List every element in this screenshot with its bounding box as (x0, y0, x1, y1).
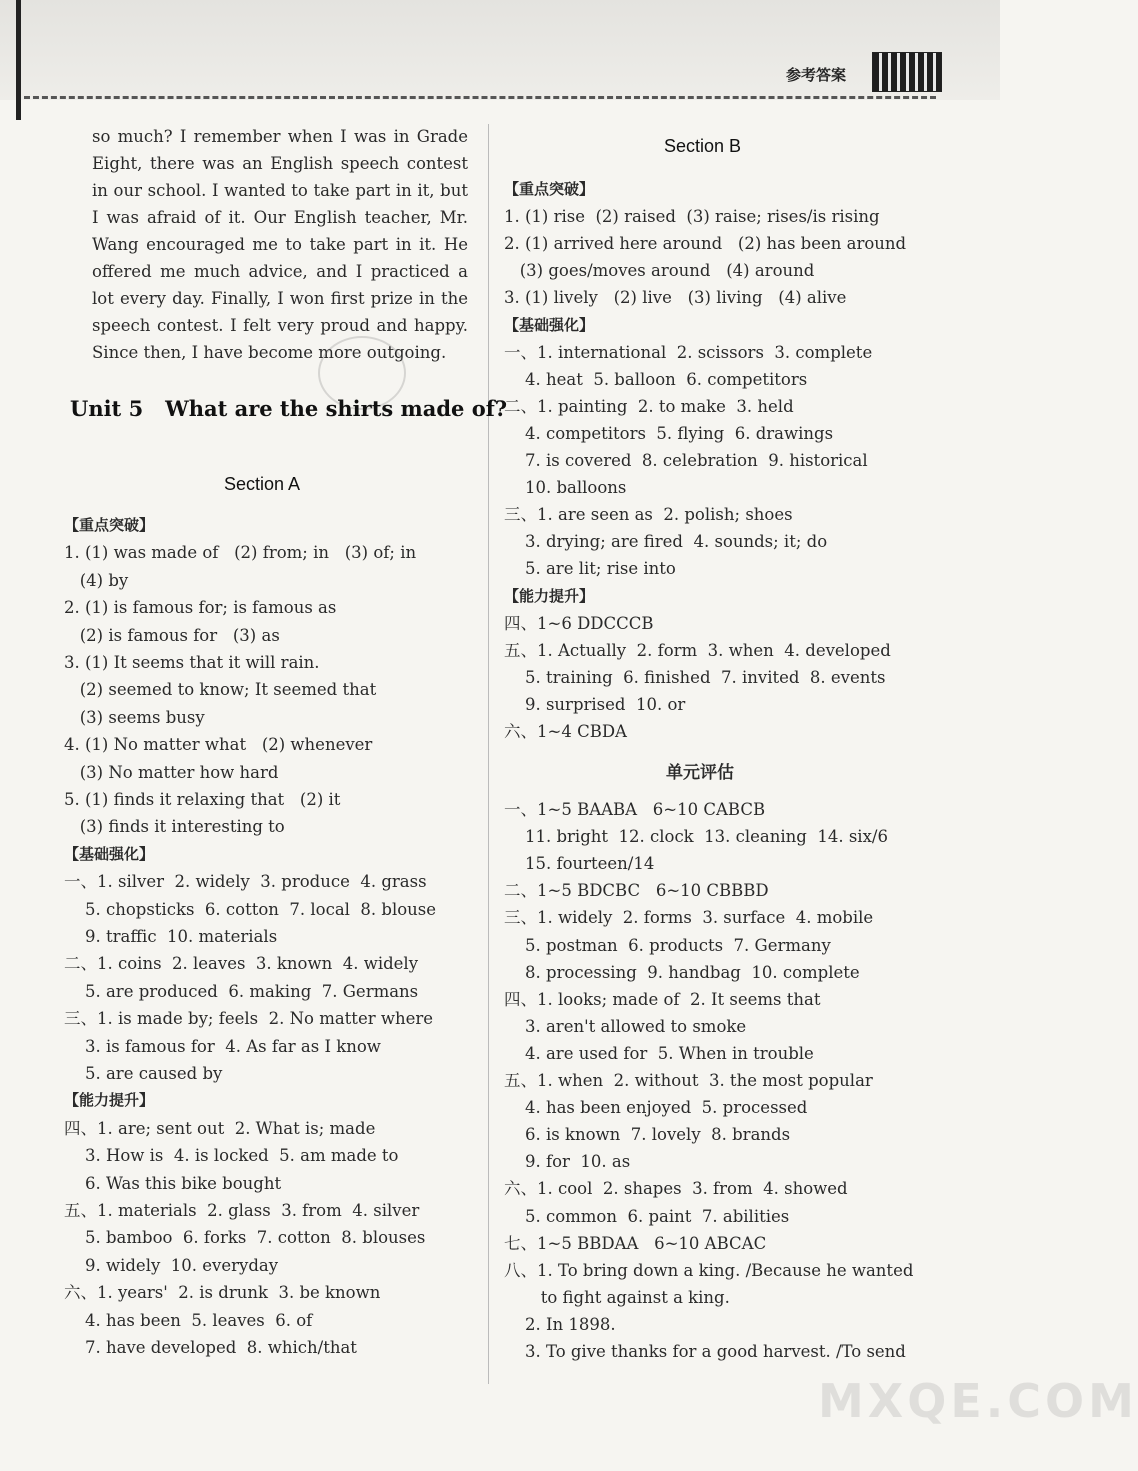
answer-line: 二、1. coins 2. leaves 3. known 4. widely (64, 954, 419, 974)
answer-line: 七、1~5 BBDAA 6~10 ABCAC (504, 1233, 767, 1253)
answer-line: 8. processing 9. handbag 10. complete (504, 962, 860, 982)
answer-line: 15. fourteen/14 (504, 854, 655, 874)
answer-line: 六、1~4 CBDA (504, 722, 627, 741)
answer-line: 4. (1) No matter what (2) whenever (64, 735, 373, 755)
section-subheading: 【能力提升】 (64, 1091, 155, 1110)
answer-line: 9. for 10. as (504, 1152, 631, 1172)
answer-line: 9. surprised 10. or (504, 694, 686, 714)
answer-line: (4) by (64, 570, 129, 590)
answer-line: 一、1. international 2. scissors 3. complete (504, 342, 873, 362)
unit-evaluation-title: 单元评估 (666, 763, 734, 783)
answer-line: 7. have developed 8. which/that (64, 1338, 357, 1357)
answer-line: 1. (1) rise (2) raised (3) raise; rises/is rising (504, 207, 880, 227)
answer-line: 2. (1) is famous for; is famous as (64, 598, 337, 618)
answer-line: 3. drying; are fired 4. sounds; it; do (504, 532, 828, 552)
answer-line: 八、1. To bring down a king. /Because he wanted (504, 1260, 914, 1280)
answer-line: 3. (1) lively (2) live (3) living (4) alive (504, 288, 847, 308)
watermark: MXQE.COM (818, 1374, 1138, 1428)
answer-line: 4. has been 5. leaves 6. of (64, 1310, 313, 1330)
section-subheading: 【能力提升】 (504, 586, 595, 605)
answer-line: (2) is famous for (3) as (64, 625, 280, 645)
answer-line: 3. is famous for 4. As far as I know (64, 1036, 381, 1056)
answer-line: 六、1. cool 2. shapes 3. from 4. showed (504, 1179, 848, 1199)
answer-line: 5. are produced 6. making 7. Germans (64, 981, 419, 1001)
answer-line: 6. Was this bike bought (64, 1173, 282, 1193)
section-subheading: 【基础强化】 (504, 315, 595, 334)
answer-line: 一、1. silver 2. widely 3. produce 4. grass (64, 872, 427, 892)
answer-line: 3. (1) It seems that it will rain. (64, 653, 320, 672)
answer-line: 4. competitors 5. flying 6. drawings (504, 423, 834, 443)
answer-line: 7. is covered 8. celebration 9. historical (504, 451, 868, 470)
answer-line: 4. heat 5. balloon 6. competitors (504, 369, 808, 389)
answer-line: 5. chopsticks 6. cotton 7. local 8. blouse (64, 899, 437, 919)
answer-line: 10. balloons (504, 478, 627, 498)
page-header (0, 0, 1000, 100)
answer-line: 三、1. are seen as 2. polish; shoes (504, 505, 793, 525)
answer-line: (3) seems busy (64, 707, 205, 727)
answer-line: (3) No matter how hard (64, 762, 279, 782)
answer-line: (3) goes/moves around (4) around (504, 261, 815, 281)
page-number-badge (872, 52, 942, 92)
answer-line: 一、1~5 BAABA 6~10 CABCB (504, 800, 766, 819)
answer-line: 2. In 1898. (504, 1314, 616, 1334)
answer-line: 4. are used for 5. When in trouble (504, 1043, 814, 1063)
answer-line: 3. How is 4. is locked 5. am made to (64, 1146, 399, 1166)
answer-line: 5. common 6. paint 7. abilities (504, 1206, 790, 1226)
section-subheading: 【重点突破】 (504, 180, 595, 198)
answer-line: 四、1~6 DDCCCB (504, 613, 654, 633)
answer-line: 5. training 6. finished 7. invited 8. events (504, 667, 886, 687)
answer-line: 6. is known 7. lovely 8. brands (504, 1125, 791, 1145)
continued-paragraph: so much? I remember when I was in Grade Eight, there was an English speech contest in our school. I wanted to take part in it, but I was afraid of it. Our English teacher, Mr. Wang encouraged me to take part in it. He offered me much advice, and I practiced a lot every day. Finally, I won first prize in the speech contest. I felt very proud and happy. Since then, I have become more outgoing. (92, 127, 468, 362)
answer-line: 5. (1) finds it relaxing that (2) it (64, 790, 341, 809)
answer-line: to fight against a king. (504, 1287, 730, 1307)
answer-line: 四、1. are; sent out 2. What is; made (64, 1118, 376, 1138)
answer-line: 2. (1) arrived here around (2) has been around (504, 234, 907, 254)
answer-line: 3. aren't allowed to smoke (504, 1016, 747, 1036)
answer-line: 5. postman 6. products 7. Germany (504, 935, 831, 955)
answer-line: 3. To give thanks for a good harvest. /To send (504, 1342, 906, 1361)
answer-line: 5. are lit; rise into (504, 559, 676, 579)
answer-line: 二、1~5 BDCBC 6~10 CBBBD (504, 881, 769, 901)
answer-line: 四、1. looks; made of 2. It seems that (504, 989, 821, 1009)
unit-title: Unit 5 What are the shirts made of? (70, 396, 508, 421)
answer-line: 五、1. when 2. without 3. the most popular (504, 1071, 873, 1090)
answer-line: 五、1. Actually 2. form 3. when 4. developed (504, 640, 891, 660)
answer-line: 9. widely 10. everyday (64, 1255, 279, 1275)
answer-line: 三、1. widely 2. forms 3. surface 4. mobile (504, 908, 874, 928)
answer-line: 六、1. years' 2. is drunk 3. be known (64, 1283, 381, 1303)
answer-line: 三、1. is made by; feels 2. No matter where (64, 1009, 434, 1029)
section-subheading: 【基础强化】 (64, 844, 155, 863)
answer-line: 五、1. materials 2. glass 3. from 4. silver (64, 1201, 420, 1220)
answer-line: 4. has been enjoyed 5. processed (504, 1098, 808, 1118)
header-label: 参考答案 (786, 66, 847, 84)
answer-line: (3) finds it interesting to (64, 817, 285, 837)
header-left-rule (16, 0, 21, 120)
section-a-title: Section A (224, 474, 301, 494)
header-dashed-rule (24, 96, 936, 99)
answer-line: 5. are caused by (64, 1064, 223, 1083)
answer-line: 5. bamboo 6. forks 7. cotton 8. blouses (64, 1228, 426, 1248)
answer-line: 1. (1) was made of (2) from; in (3) of; in (64, 543, 417, 563)
answer-line: 二、1. painting 2. to make 3. held (504, 396, 794, 416)
section-b-title: Section B (664, 136, 742, 156)
column-divider (488, 124, 489, 1384)
section-subheading: 【重点突破】 (64, 516, 155, 534)
answer-line: (2) seemed to know; It seemed that (64, 680, 377, 700)
answer-line: 9. traffic 10. materials (64, 927, 278, 946)
answer-line: 11. bright 12. clock 13. cleaning 14. six/6 (504, 827, 888, 847)
